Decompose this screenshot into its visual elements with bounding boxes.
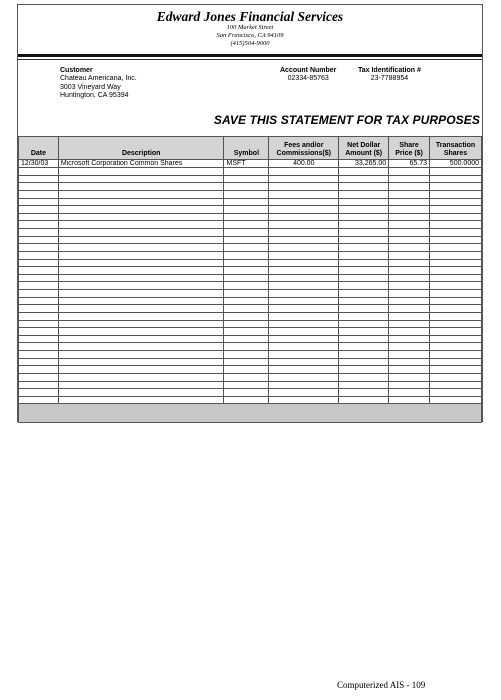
cell-date (19, 297, 59, 305)
cell-fees (269, 389, 339, 397)
cell-shares (430, 198, 482, 206)
table-row-empty (19, 297, 482, 305)
cell-net (339, 244, 389, 252)
cell-symbol (224, 381, 269, 389)
cell-description (58, 396, 224, 404)
cell-fees (269, 183, 339, 191)
cell-shares (430, 351, 482, 359)
table-row-empty (19, 206, 482, 214)
cell-description (58, 244, 224, 252)
cell-date (19, 213, 59, 221)
cell-description (58, 358, 224, 366)
table-row-empty (19, 389, 482, 397)
cell-shares (430, 396, 482, 404)
cell-symbol (224, 328, 269, 336)
header-rule-thick (18, 54, 482, 57)
cell-date (19, 305, 59, 313)
cell-price (389, 221, 430, 229)
cell-symbol (224, 290, 269, 298)
cell-date (19, 282, 59, 290)
account-block (280, 67, 336, 84)
cell-net (339, 290, 389, 298)
cell-date (19, 312, 59, 320)
table-row-empty (19, 244, 482, 252)
table-row-empty (19, 305, 482, 313)
cell-price: 65.73 (389, 160, 430, 168)
cell-date (19, 389, 59, 397)
cell-fees (269, 168, 339, 176)
transactions-table (18, 136, 482, 423)
cell-net (339, 312, 389, 320)
customer-block (60, 67, 137, 101)
cell-fees (269, 244, 339, 252)
cell-fees (269, 320, 339, 328)
cell-shares (430, 381, 482, 389)
account-number: 02334-85763 (287, 75, 329, 82)
cell-price (389, 213, 430, 221)
cell-net (339, 175, 389, 183)
table-row-empty (19, 274, 482, 282)
cell-description (58, 236, 224, 244)
table-row-empty (19, 183, 482, 191)
cell-symbol (224, 282, 269, 290)
cell-price (389, 183, 430, 191)
cell-shares (430, 183, 482, 191)
cell-description (58, 229, 224, 237)
table-row-empty (19, 175, 482, 183)
cell-net (339, 366, 389, 374)
header-fees-line2: Commissions($) (276, 150, 331, 157)
header-rule-thin (18, 59, 482, 60)
cell-description (58, 190, 224, 198)
cell-net (339, 282, 389, 290)
tax-statement (17, 4, 483, 422)
cell-symbol (224, 183, 269, 191)
cell-symbol (224, 259, 269, 267)
table-row-empty (19, 259, 482, 267)
cell-description (58, 213, 224, 221)
cell-shares (430, 305, 482, 313)
cell-description (58, 183, 224, 191)
company-address-line2: San Francisco, CA 94109 (216, 32, 284, 39)
cell-description (58, 328, 224, 336)
cell-fees (269, 206, 339, 214)
header-price-line2: Price ($) (395, 150, 423, 157)
cell-symbol (224, 251, 269, 259)
table-footer-row (19, 404, 482, 423)
cell-net (339, 335, 389, 343)
cell-date (19, 396, 59, 404)
table-row-empty (19, 320, 482, 328)
table-row-empty (19, 236, 482, 244)
cell-shares (430, 274, 482, 282)
cell-price (389, 175, 430, 183)
cell-shares (430, 373, 482, 381)
cell-description (58, 373, 224, 381)
account-label: Account Number (280, 67, 337, 74)
cell-net (339, 251, 389, 259)
cell-symbol (224, 221, 269, 229)
table-row-empty (19, 290, 482, 298)
cell-shares: 500.0000 (430, 160, 482, 168)
cell-fees (269, 381, 339, 389)
cell-symbol (224, 358, 269, 366)
cell-description: Microsoft Corporation Common Shares (58, 160, 224, 168)
cell-symbol (224, 229, 269, 237)
table-row-empty (19, 229, 482, 237)
cell-price (389, 236, 430, 244)
cell-net: 33,265.00 (339, 160, 389, 168)
table-row-empty (19, 358, 482, 366)
cell-date (19, 259, 59, 267)
cell-net (339, 183, 389, 191)
table-row-empty (19, 267, 482, 275)
table-row-empty (19, 351, 482, 359)
cell-description (58, 221, 224, 229)
cell-net (339, 190, 389, 198)
cell-shares (430, 244, 482, 252)
cell-price (389, 274, 430, 282)
cell-price (389, 206, 430, 214)
cell-date (19, 244, 59, 252)
cell-description (58, 251, 224, 259)
cell-price (389, 305, 430, 313)
cell-description (58, 381, 224, 389)
cell-symbol (224, 190, 269, 198)
cell-net (339, 381, 389, 389)
table-row-empty (19, 221, 482, 229)
table-header-row (19, 137, 482, 160)
cell-net (339, 328, 389, 336)
cell-symbol (224, 168, 269, 176)
cell-price (389, 282, 430, 290)
cell-date (19, 335, 59, 343)
cell-net (339, 206, 389, 214)
cell-fees (269, 190, 339, 198)
cell-shares (430, 236, 482, 244)
cell-price (389, 267, 430, 275)
cell-date (19, 366, 59, 374)
cell-price (389, 198, 430, 206)
cell-price (389, 312, 430, 320)
cell-shares (430, 190, 482, 198)
cell-symbol (224, 198, 269, 206)
cell-description (58, 366, 224, 374)
cell-price (389, 373, 430, 381)
cell-net (339, 320, 389, 328)
cell-symbol (224, 206, 269, 214)
table-row-empty (19, 168, 482, 176)
cell-fees (269, 274, 339, 282)
cell-price (389, 259, 430, 267)
cell-price (389, 335, 430, 343)
cell-shares (430, 312, 482, 320)
cell-price (389, 229, 430, 237)
cell-price (389, 320, 430, 328)
cell-fees (269, 251, 339, 259)
header-net-line2: Amount ($) (345, 150, 383, 157)
cell-price (389, 251, 430, 259)
cell-fees (269, 312, 339, 320)
page-footer: Computerized AIS - 109 (337, 680, 426, 690)
cell-date (19, 183, 59, 191)
cell-net (339, 373, 389, 381)
cell-shares (430, 389, 482, 397)
cell-net (339, 396, 389, 404)
cell-fees (269, 305, 339, 313)
table-footer-band (19, 404, 482, 423)
cell-fees (269, 267, 339, 275)
cell-price (389, 366, 430, 374)
tax-id-label: Tax Identification # (358, 67, 421, 74)
cell-shares (430, 221, 482, 229)
cell-description (58, 389, 224, 397)
cell-description (58, 297, 224, 305)
header-net-line1: Net Dollar (347, 142, 381, 149)
cell-fees: 400.00 (269, 160, 339, 168)
cell-fees (269, 282, 339, 290)
cell-price (389, 396, 430, 404)
cell-shares (430, 343, 482, 351)
cell-net (339, 213, 389, 221)
cell-shares (430, 168, 482, 176)
header-shares-line2: Shares (443, 150, 468, 157)
cell-price (389, 297, 430, 305)
cell-symbol (224, 267, 269, 275)
cell-date (19, 198, 59, 206)
cell-price (389, 244, 430, 252)
cell-date (19, 236, 59, 244)
cell-price (389, 358, 430, 366)
cell-net (339, 343, 389, 351)
cell-description (58, 267, 224, 275)
table-row-empty (19, 373, 482, 381)
cell-fees (269, 175, 339, 183)
cell-shares (430, 358, 482, 366)
cell-net (339, 358, 389, 366)
cell-fees (269, 213, 339, 221)
cell-fees (269, 221, 339, 229)
tax-id-block (358, 67, 421, 84)
table-row-empty (19, 381, 482, 389)
header-shares (430, 137, 482, 160)
cell-date (19, 168, 59, 176)
header-shares-line1: Transaction (435, 142, 476, 149)
cell-price (389, 328, 430, 336)
cell-symbol (224, 297, 269, 305)
cell-description (58, 175, 224, 183)
cell-description (58, 168, 224, 176)
cell-net (339, 229, 389, 237)
cell-shares (430, 335, 482, 343)
cell-description (58, 320, 224, 328)
cell-description (58, 259, 224, 267)
cell-symbol (224, 351, 269, 359)
cell-description (58, 351, 224, 359)
cell-date (19, 221, 59, 229)
cell-net (339, 236, 389, 244)
cell-symbol (224, 389, 269, 397)
cell-fees (269, 396, 339, 404)
table-row-empty (19, 282, 482, 290)
cell-date (19, 328, 59, 336)
cell-symbol (224, 274, 269, 282)
cell-net (339, 305, 389, 313)
cell-date (19, 358, 59, 366)
cell-date (19, 381, 59, 389)
cell-shares (430, 213, 482, 221)
header-symbol: Symbol (224, 137, 269, 160)
cell-shares (430, 229, 482, 237)
header-fees-line1: Fees and/or (284, 142, 324, 149)
cell-symbol (224, 373, 269, 381)
cell-fees (269, 259, 339, 267)
cell-price (389, 290, 430, 298)
cell-symbol (224, 312, 269, 320)
table-row (19, 160, 482, 168)
cell-shares (430, 320, 482, 328)
table-row-empty (19, 396, 482, 404)
table-row-empty (19, 251, 482, 259)
cell-price (389, 389, 430, 397)
cell-date (19, 267, 59, 275)
company-phone: (415)504-9000 (230, 40, 270, 47)
table-row-empty (19, 312, 482, 320)
cell-symbol: MSFT (224, 160, 269, 168)
cell-price (389, 351, 430, 359)
cell-date (19, 251, 59, 259)
cell-shares (430, 290, 482, 298)
cell-date (19, 229, 59, 237)
cell-symbol (224, 320, 269, 328)
transactions-body (19, 160, 482, 404)
cell-net (339, 297, 389, 305)
letterhead (18, 5, 482, 53)
cell-fees (269, 198, 339, 206)
cell-fees (269, 366, 339, 374)
cell-symbol (224, 335, 269, 343)
cell-symbol (224, 213, 269, 221)
cell-date (19, 190, 59, 198)
cell-symbol (224, 244, 269, 252)
cell-fees (269, 358, 339, 366)
cell-date (19, 343, 59, 351)
cell-price (389, 343, 430, 351)
header-net (339, 137, 389, 160)
header-description: Description (58, 137, 224, 160)
cell-shares (430, 328, 482, 336)
header-price (389, 137, 430, 160)
table-row-empty (19, 328, 482, 336)
cell-net (339, 259, 389, 267)
cell-date (19, 351, 59, 359)
customer-name: Chateau Americana, Inc. (60, 75, 137, 82)
cell-net (339, 351, 389, 359)
cell-shares (430, 282, 482, 290)
cell-price (389, 168, 430, 176)
cell-net (339, 198, 389, 206)
cell-price (389, 190, 430, 198)
cell-net (339, 274, 389, 282)
cell-description (58, 206, 224, 214)
cell-symbol (224, 396, 269, 404)
table-row-empty (19, 366, 482, 374)
cell-symbol (224, 343, 269, 351)
header-fees (269, 137, 339, 160)
table-row-empty (19, 213, 482, 221)
cell-fees (269, 236, 339, 244)
customer-city: Huntington, CA 95394 (60, 92, 129, 99)
cell-date (19, 373, 59, 381)
customer-label: Customer (60, 67, 93, 74)
cell-price (389, 381, 430, 389)
cell-fees (269, 343, 339, 351)
cell-net (339, 168, 389, 176)
cell-fees (269, 297, 339, 305)
cell-date (19, 290, 59, 298)
table-row-empty (19, 190, 482, 198)
cell-date: 12/30/03 (19, 160, 59, 168)
cell-shares (430, 206, 482, 214)
tax-id-value: 23-7788954 (370, 75, 409, 82)
cell-symbol (224, 366, 269, 374)
cell-fees (269, 328, 339, 336)
customer-street: 3003 Vineyard Way (60, 83, 121, 91)
cell-description (58, 290, 224, 298)
cell-fees (269, 373, 339, 381)
cell-description (58, 282, 224, 290)
header-date: Date (19, 137, 59, 160)
cell-fees (269, 335, 339, 343)
cell-symbol (224, 175, 269, 183)
tax-notice: SAVE THIS STATEMENT FOR TAX PURPOSES (213, 113, 480, 127)
cell-description (58, 312, 224, 320)
table-row-empty (19, 335, 482, 343)
cell-shares (430, 259, 482, 267)
table-row-empty (19, 343, 482, 351)
cell-symbol (224, 236, 269, 244)
cell-shares (430, 251, 482, 259)
cell-fees (269, 351, 339, 359)
cell-shares (430, 175, 482, 183)
table-row-empty (19, 198, 482, 206)
cell-description (58, 274, 224, 282)
cell-net (339, 221, 389, 229)
cell-date (19, 175, 59, 183)
cell-net (339, 267, 389, 275)
cell-description (58, 198, 224, 206)
cell-description (58, 335, 224, 343)
cell-fees (269, 290, 339, 298)
cell-shares (430, 297, 482, 305)
cell-shares (430, 366, 482, 374)
cell-shares (430, 267, 482, 275)
company-name: Edward Jones Financial Services (156, 9, 344, 24)
company-address-line1: 100 Market Street (226, 24, 274, 31)
cell-date (19, 206, 59, 214)
header-price-line1: Share (399, 142, 419, 149)
cell-date (19, 274, 59, 282)
cell-description (58, 305, 224, 313)
cell-symbol (224, 305, 269, 313)
cell-date (19, 320, 59, 328)
cell-description (58, 343, 224, 351)
cell-net (339, 389, 389, 397)
cell-fees (269, 229, 339, 237)
